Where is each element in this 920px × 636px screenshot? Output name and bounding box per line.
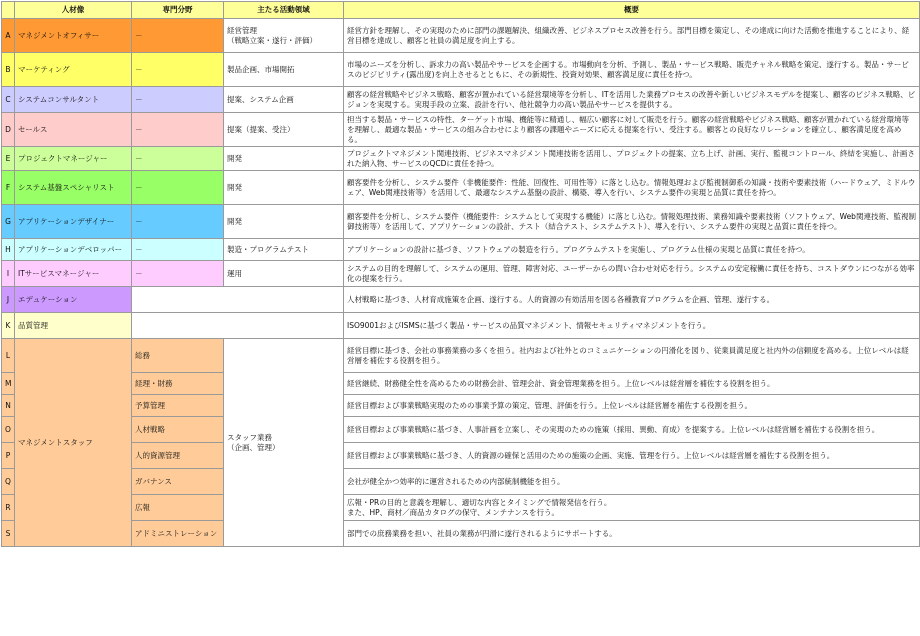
activity-area: 製造・プログラムテスト: [224, 239, 344, 261]
activity-area: 開発: [224, 147, 344, 171]
specialty: 予算管理: [132, 395, 224, 417]
role-name: アプリケーションデザイナー: [15, 205, 132, 239]
header-overview: 概要: [344, 2, 920, 19]
specialty: 人材戦略: [132, 417, 224, 443]
role-overview: 担当する製品・サービスの特性、ターゲット市場、機能等に精通し、幅広い顧客に対して販売を行う。顧客の経営戦略やビジネス戦略、顧客が置かれている経営環境等を理解し、最適な製品・サービスの組み合わせにより顧客の課題やニーズに応える提案を行い、受注する。顧客との良好なリレーションを確立し、顧客満足度を高める。: [344, 113, 920, 147]
row-letter: N: [2, 395, 15, 417]
role-name: マネジメントスタッフ: [15, 339, 132, 547]
header-specialty: 専門分野: [132, 2, 224, 19]
row-letter: K: [2, 313, 15, 339]
role-overview: 経営目標に基づき、会社の事務業務の多くを担う。社内および社外とのコミュニケーションの円滑化を図り、従業員満足度と社内外の信頼度を高める。上位レベルは経営層を補佐する役割を担う。: [344, 339, 920, 373]
activity-area: 提案、システム企画: [224, 87, 344, 113]
specialty: －: [132, 19, 224, 53]
role-name: プロジェクトマネージャー: [15, 147, 132, 171]
row-letter: S: [2, 521, 15, 547]
table-row: [2, 53, 920, 87]
specialty: －: [132, 261, 224, 287]
role-overview: 市場のニーズを分析し、訴求力の高い製品やサービスを企画する。市場動向を分析、予測し、製品・サービス戦略、販売チャネル戦略を策定、遂行する。製品・サービスのビジビリティ(露出度)を向上させるとともに、その新規性、投資対効果、顧客満足度に責任を持つ。: [344, 53, 920, 87]
role-name: 品質管理: [15, 313, 132, 339]
role-overview: 広報・PRの目的と意義を理解し、適切な内容とタイミングで情報発信を行う。 また、HP、商材／商品カタログの保守、メンテナンスを行う。: [344, 495, 920, 521]
role-overview: 経営目標および事業戦略に基づき、人事計画を立案し、その実現のための施策（採用、異動、育成）を提案する。上位レベルは経営層を補佐する役割を担う。: [344, 417, 920, 443]
role-overview: 経営方針を理解し、その実現のために部門の課題解決、組織改善、ビジネスプロセス改善を行う。部門目標を策定し、その達成に向けた活動を推進することにより、経営目標を達成し、顧客と社員の満足度を向上する。: [344, 19, 920, 53]
row-letter: C: [2, 87, 15, 113]
row-letter: R: [2, 495, 15, 521]
row-letter: H: [2, 239, 15, 261]
table-row: [2, 205, 920, 239]
specialty: －: [132, 171, 224, 205]
role-overview: システムの目的を理解して、システムの運用、管理、障害対応、ユーザーからの問い合わせ対応を行う。システムの安定稼働に責任を持ち、コストダウンにつながる効率化の提案を行う。: [344, 261, 920, 287]
row-letter: O: [2, 417, 15, 443]
table-row: [2, 469, 920, 495]
activity-area: スタッフ業務 （企画、管理）: [224, 339, 344, 547]
row-letter: F: [2, 171, 15, 205]
specialty: ガバナンス: [132, 469, 224, 495]
specialty: －: [132, 87, 224, 113]
role-name: ITサービスマネージャー: [15, 261, 132, 287]
table-row: [2, 261, 920, 287]
table-row: [2, 239, 920, 261]
header-activity-area: 主たる活動領域: [224, 2, 344, 19]
role-overview: ISO9001およびISMSに基づく製品・サービスの品質マネジメント、情報セキュリティマネジメントを行う。: [344, 313, 920, 339]
specialty: アドミニストレーション: [132, 521, 224, 547]
role-overview: 人材戦略に基づき、人材育成施策を企画、遂行する。人的資源の有効活用を図る各種教育プログラムを企画、管理、遂行する。: [344, 287, 920, 313]
table-row: [2, 521, 920, 547]
table-row: [2, 147, 920, 171]
table-row: [2, 113, 920, 147]
activity-area: 経営管理 （戦略立案・遂行・評価）: [224, 19, 344, 53]
role-overview: 顧客要件を分析し、システム要件（非機能要件：性能、回復性、可用性等）に落とし込む。情報処理および監視制御系の知識・技術や要素技術（ハードウェア、ミドルウェア、Web関連技術等）を活用して、最適なシステム基盤の設計、構築、導入を行い、システム要件の実現と品質に責任を持つ。: [344, 171, 920, 205]
row-letter: A: [2, 19, 15, 53]
specialty: －: [132, 205, 224, 239]
specialty: －: [132, 53, 224, 87]
role-name: システム基盤スペシャリスト: [15, 171, 132, 205]
specialty: 総務: [132, 339, 224, 373]
role-name: マーケティング: [15, 53, 132, 87]
specialty: －: [132, 113, 224, 147]
role-overview: 経営目標および事業戦略に基づき、人的資源の確保と活用のための施策の企画、実施、管理を行う。上位レベルは経営層を補佐する役割を担う。: [344, 443, 920, 469]
specialty: 人的資源管理: [132, 443, 224, 469]
role-overview: 会社が健全かつ効率的に運営されるための内部統制機能を担う。: [344, 469, 920, 495]
role-overview: 経営継続、財務健全性を高めるための財務会計、管理会計、資金管理業務を担う。上位レベルは経営層を補佐する役割を担う。: [344, 373, 920, 395]
role-name: システムコンサルタント: [15, 87, 132, 113]
row-letter: M: [2, 373, 15, 395]
table-row: [2, 287, 920, 313]
specialty: [132, 287, 344, 313]
table-row: [2, 443, 920, 469]
header-row: [2, 2, 920, 19]
role-overview: 部門での庶務業務を担い、社員の業務が円滑に遂行されるようにサポートする。: [344, 521, 920, 547]
row-letter: D: [2, 113, 15, 147]
row-letter: Q: [2, 469, 15, 495]
activity-area: 提案（提案、受注）: [224, 113, 344, 147]
row-letter: E: [2, 147, 15, 171]
specialty: －: [132, 147, 224, 171]
role-overview: アプリケーションの設計に基づき、ソフトウェアの製造を行う。プログラムテストを実施し、プログラム仕様の実現と品質に責任を持つ。: [344, 239, 920, 261]
activity-area: 開発: [224, 205, 344, 239]
activity-area: 運用: [224, 261, 344, 287]
role-name: アプリケーションデベロッパー: [15, 239, 132, 261]
role-overview: プロジェクトマネジメント関連技術、ビジネスマネジメント関連技術を活用し、プロジェクトの提案、立ち上げ、計画、実行、監視コントロール、終結を実施し、計画された納入物、サービスのQCDに責任を持つ。: [344, 147, 920, 171]
role-name: セールス: [15, 113, 132, 147]
row-letter: L: [2, 339, 15, 373]
table-row: [2, 313, 920, 339]
role-table: [1, 1, 920, 547]
table-row: [2, 171, 920, 205]
table-row: [2, 339, 920, 373]
header-letter: [2, 2, 15, 19]
specialty: －: [132, 239, 224, 261]
role-overview: 顧客要件を分析し、システム要件（機能要件：システムとして実現する機能）に落とし込む。情報処理技術、業務知識や要素技術（ソフトウェア、Web関連技術、監視制御技術等）を活用して、アプリケーションの設計、テスト（結合テスト、システムテスト）、導入を行い、システム要件の実現と品質に責任を持つ。: [344, 205, 920, 239]
row-letter: J: [2, 287, 15, 313]
activity-area: 開発: [224, 171, 344, 205]
role-name: マネジメントオフィサー: [15, 19, 132, 53]
table-row: [2, 373, 920, 395]
table-row: [2, 19, 920, 53]
role-name: エデュケーション: [15, 287, 132, 313]
header-role: 人材像: [15, 2, 132, 19]
role-overview: 顧客の経営戦略やビジネス戦略、顧客が置かれている経営環境等を分析し、ITを活用した業務プロセスの改善や新しいビジネスモデルを提案し、顧客のビジネス戦略、ビジョンを実現する。実現手段の立案、設計を行い、他社競争力の高い製品やサービスを提供する。: [344, 87, 920, 113]
table-row: [2, 417, 920, 443]
table-row: [2, 395, 920, 417]
table-row: [2, 87, 920, 113]
row-letter: G: [2, 205, 15, 239]
table-row: [2, 495, 920, 521]
activity-area: 製品企画、市場開拓: [224, 53, 344, 87]
specialty: [132, 313, 344, 339]
row-letter: I: [2, 261, 15, 287]
specialty: 経理・財務: [132, 373, 224, 395]
role-overview: 経営目標および事業戦略実現のための事業予算の策定、管理、評価を行う。上位レベルは経営層を補佐する役割を担う。: [344, 395, 920, 417]
row-letter: P: [2, 443, 15, 469]
specialty: 広報: [132, 495, 224, 521]
row-letter: B: [2, 53, 15, 87]
